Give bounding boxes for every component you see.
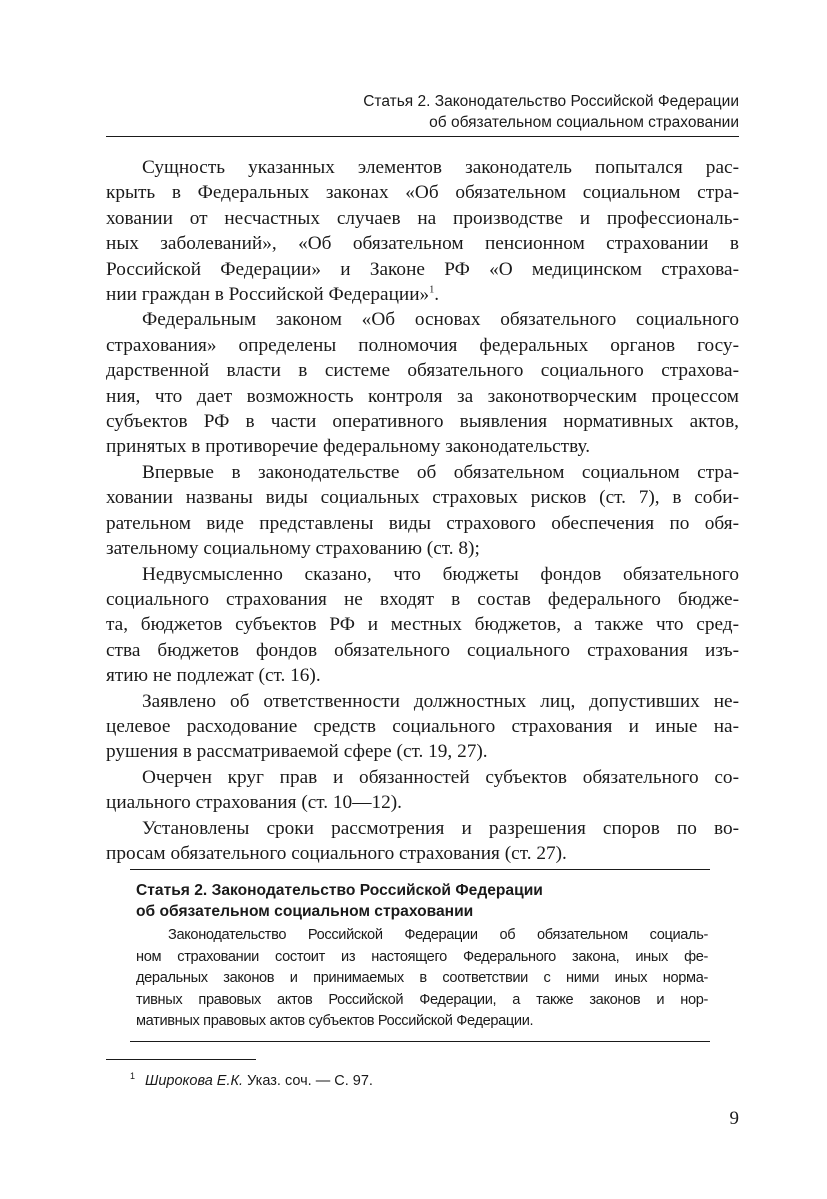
footnote-text: Указ. соч. — С. 97. <box>243 1073 373 1089</box>
text-line: ятию не подлежат (ст. 16). <box>106 665 321 687</box>
text-line: просам обязательного социального страхования (ст. 27). <box>106 842 567 864</box>
article-text-line: тивных правовых актов Российской Федерации, а также законов и нор- <box>136 991 708 1008</box>
paragraph-7 <box>106 816 739 867</box>
text-line: дарственной власти в системе обязательного социального страхова- <box>106 360 739 382</box>
text-line: ных заболеваний», «Об обязательном пенсионном страховании в <box>106 233 739 255</box>
text-line: ховании названы виды социальных страховых рисков (ст. 7), в соби- <box>106 487 739 509</box>
article-text-line: Законодательство Российской Федерации об обязательном социаль- <box>168 927 708 943</box>
article-text-line: мативных правовых актов субъектов Российской Федерации. <box>136 1013 534 1029</box>
text-line: циального страхования (ст. 10—12). <box>106 792 403 814</box>
article-title <box>136 880 708 922</box>
footnote-author: Широкова Е.К. <box>145 1073 244 1089</box>
paragraph-4 <box>106 562 739 689</box>
body-text <box>106 155 739 866</box>
article-text-line: ном страховании состоит из настоящего Федерального закона, иных фе- <box>136 948 708 965</box>
text-line: Заявлено об ответственности должностных лиц, допустивших не- <box>142 690 739 712</box>
footnote-number: 1 <box>130 1071 136 1082</box>
footnote-reference[interactable]: 1 <box>429 284 435 296</box>
paragraph-5 <box>106 689 739 765</box>
text-line: Установлены сроки рассмотрения и разрешения споров по во- <box>142 817 739 839</box>
text-line: зательному социальному страхованию (ст. 8); <box>106 538 480 560</box>
text-line: ства бюджетов фондов обязательного социального страхования изъ- <box>106 639 739 661</box>
text-line: ния, что дает возможность контроля за законотворческим процессом <box>106 385 739 407</box>
text-line: рушения в рассматриваемой сфере (ст. 19, 27). <box>106 741 488 763</box>
article-text <box>136 925 708 1033</box>
paragraph-3 <box>106 460 739 562</box>
text-line: Российской Федерации» и Законе РФ «О медицинском страхова- <box>106 258 739 280</box>
article-title-line-1: Статья 2. Законодательство Российской Федерации <box>136 882 543 899</box>
text-line: та, бюджетов субъектов РФ и местных бюджетов, а также что сред- <box>106 614 739 636</box>
text-line: Впервые в законодательстве об обязательном социальном стра- <box>142 461 739 483</box>
text-line: крыть в Федеральных законах «Об обязательном социальном стра- <box>106 182 739 204</box>
text-line-tail: . <box>434 284 440 306</box>
page-number: 9 <box>729 1108 739 1129</box>
text-line: страхования» определены полномочия федеральных органов госу- <box>106 334 739 356</box>
text-line: целевое расходование средств социального страхования и иные на- <box>106 715 739 737</box>
article-box-bottom-rule <box>130 1041 710 1042</box>
paragraph-1 <box>106 155 739 307</box>
text-line: социального страхования не входят в состав федерального бюдже- <box>106 588 739 610</box>
paragraph-2 <box>106 307 739 459</box>
running-header-line-2: об обязательном социальном страховании <box>429 114 739 131</box>
text-line <box>106 282 739 307</box>
footnote-divider <box>106 1059 256 1060</box>
article-title-line-2: об обязательном социальном страховании <box>136 903 474 920</box>
running-header <box>106 91 739 133</box>
text-line: Очерчен круг прав и обязанностей субъектов обязательного со- <box>142 766 739 788</box>
article-box-top-rule <box>130 869 710 870</box>
text-line: ховании от несчастных случаев на производстве и профессиональ- <box>106 207 739 229</box>
text-line: рательном виде представлены виды страхового обеспечения по обя- <box>106 512 739 534</box>
running-header-line-1: Статья 2. Законодательство Российской Федерации <box>363 93 739 110</box>
text-line: субъектов РФ в части оперативного выявления нормативных актов, <box>106 411 739 433</box>
paragraph-6 <box>106 765 739 816</box>
text-line: Сущность указанных элементов законодатель попытался рас- <box>142 157 739 178</box>
footnote <box>130 1071 373 1091</box>
header-divider <box>106 136 739 137</box>
article-box <box>136 880 708 1033</box>
text-line: принятых в противоречие федеральному законодательству. <box>106 436 591 458</box>
text-line-content: нии граждан в Российской Федерации» <box>106 284 430 306</box>
article-text-line: деральных законов и принимаемых в соответствии с ними иных норма- <box>136 970 708 986</box>
text-line: Федеральным законом «Об основах обязательного социального <box>142 309 739 331</box>
text-line: Недвусмысленно сказано, что бюджеты фондов обязательного <box>142 563 739 585</box>
